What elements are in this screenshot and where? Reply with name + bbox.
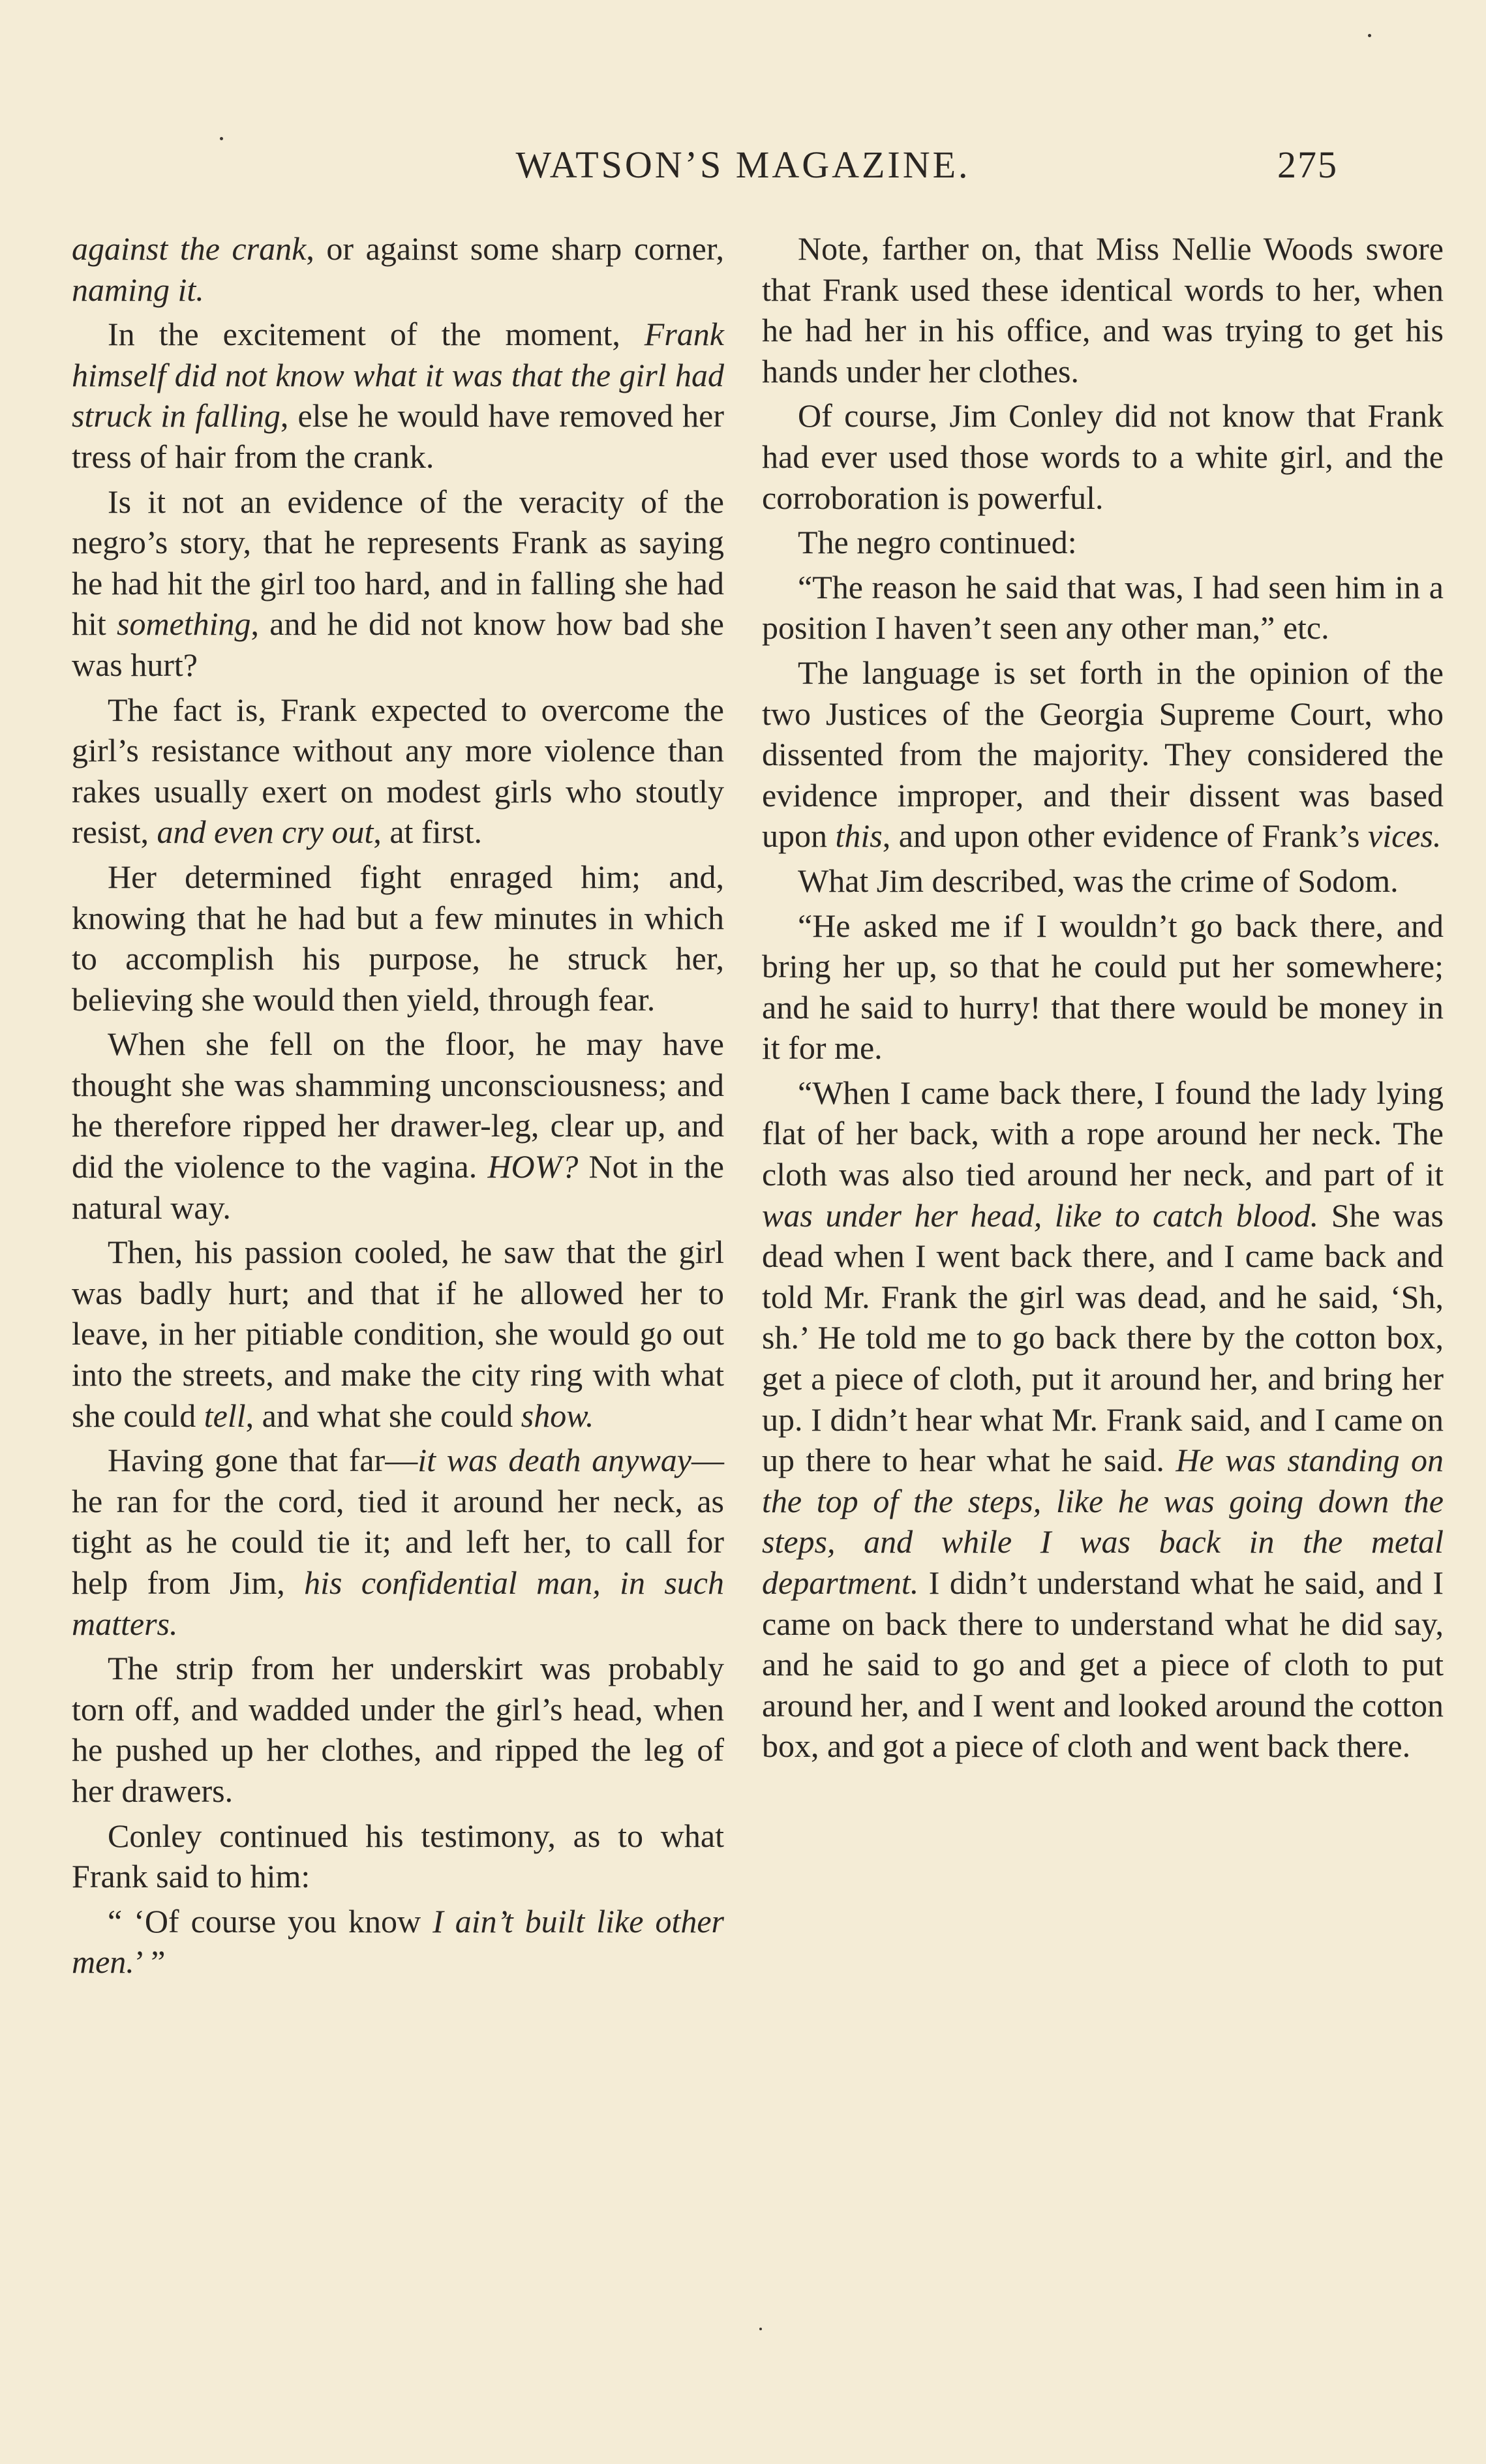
text-run: The fact is, Frank expected to overcome the girl’s resistance without any more violence than rakes usually exert on modest girls who stoutly resist,: [72, 691, 724, 851]
italic-run: tell: [204, 1397, 246, 1434]
text-run: “He asked me if I wouldn’t go back there, and bring her up, so that he could put her somewhere; and he said to hurry! that there would be money in it for me.: [762, 907, 1444, 1067]
text-run: Her determined fight enraged him; and, knowing that he had but a few minutes in which to accomplish his purpose, he struck her, believing she would then yield, through fear.: [72, 858, 724, 1018]
text-run: “The reason he said that was, I had seen him in a position I haven’t seen any other man,” etc.: [762, 568, 1444, 646]
left-column: [72, 228, 724, 1983]
print-speck: [759, 2328, 762, 2330]
paragraph: [72, 228, 724, 310]
running-head: [72, 140, 1414, 192]
paragraph: [72, 1024, 724, 1228]
italic-run: vices.: [1368, 817, 1442, 855]
paragraph: [72, 481, 724, 686]
italic-run: this: [835, 817, 883, 855]
text-run: I didn’t understand what he said, and I came on back there to understand what he did say, and he said to go and get a piece of cloth to put around her, and I went and looked around the cotton box, and got a piece of cloth and went back there.: [762, 1564, 1444, 1765]
paragraph: [72, 314, 724, 477]
paragraph: [762, 522, 1444, 563]
italic-run: it was death anyway: [417, 1442, 691, 1479]
text-run: The negro continued:: [798, 524, 1077, 561]
paragraph: [72, 1232, 724, 1436]
text-run: What Jim described, was the crime of Sodom.: [798, 862, 1399, 899]
text-run: Conley continued his testimony, as to what Frank said to him:: [72, 1817, 724, 1895]
text-run: She was dead when I went back there, and I came back and told Mr. Frank the girl was dead, and he said, ‘Sh, sh.’ He told me to go back there by the cotton box, get a piece of cloth, put it around her, and bring her up. I didn’t hear what Mr. Frank said, and I came on up there to hear what he said.: [762, 1196, 1444, 1479]
italic-run: HOW?: [487, 1148, 579, 1185]
italic-run: show.: [521, 1397, 594, 1434]
text-run: , and upon other evidence of Frank’s: [882, 817, 1368, 855]
text-run: ’ ”: [134, 1943, 166, 1981]
print-speck: [1368, 34, 1371, 37]
text-run: The strip from her underskirt was probably torn off, and wadded under the girl’s head, when he pushed up her clothes, and ripped the leg of her drawers.: [72, 1650, 724, 1809]
italic-run: naming it.: [72, 271, 204, 308]
page-number: 275: [1277, 144, 1338, 186]
italic-run: against the crank: [72, 230, 307, 267]
text-run: Note, farther on, that Miss Nellie Woods swore that Frank used these identical words to her, when he had her in his office, and was trying to get his hands under her clothes.: [762, 230, 1444, 389]
text-run: “ ‘Of course you know: [108, 1902, 433, 1939]
italic-run: something: [117, 605, 251, 643]
italic-run: his confidential man, in such matters.: [72, 1564, 724, 1642]
text-run: Is it not an evidence of the veracity of the negro’s story, that he represents Frank as saying he had hit the girl too hard, and in falling she had hit: [72, 483, 724, 643]
magazine-title: WATSON’S MAGAZINE.: [515, 144, 971, 186]
text-run: In the excitement of the moment,: [108, 316, 644, 353]
paragraph: [72, 1440, 724, 1644]
text-run: , else he would have removed her tress of hair from the crank.: [72, 397, 724, 475]
text-run: The language is set forth in the opinion of the two Justices of the Georgia Supreme Court, who dissented from the majority. They considered the evidence improper, and their dissent was based upon: [762, 654, 1444, 855]
paragraph: [762, 395, 1444, 518]
paragraph: [72, 1816, 724, 1897]
text-run: , and he did not know how bad she was hurt?: [72, 605, 724, 683]
paragraph: [72, 857, 724, 1020]
text-run: Not in the natural way.: [72, 1148, 724, 1226]
paragraph: [762, 1072, 1444, 1767]
italic-run: He was standing on the top of the steps, like he was going down the steps, and while I was back in the metal department.: [762, 1442, 1444, 1601]
paragraph: [762, 652, 1444, 857]
text-run: Of course, Jim Conley did not know that Frank had ever used those words to a white girl, and the corroboration is powerful.: [762, 397, 1444, 516]
paragraph: [762, 567, 1444, 648]
paragraph: [762, 228, 1444, 391]
text-run: Then, his passion cooled, he saw that the girl was badly hurt; and that if he allowed her to leave, in her pitiable condition, she would go out into the streets, and make the city ring with what she could: [72, 1234, 724, 1434]
italic-run: Frank himself did not know what it was that the girl had struck in falling: [72, 316, 724, 434]
paragraph: [762, 905, 1444, 1069]
paragraph: [762, 860, 1444, 902]
text-run: Having gone that far—: [108, 1442, 418, 1479]
text-run: , at first.: [373, 814, 482, 851]
italic-run: was under her head, like to catch blood.: [762, 1196, 1319, 1234]
italic-run: and even cry out: [157, 814, 374, 851]
text-run: —he ran for the cord, tied it around her neck, as tight as he could tie it; and left her, to call for help from Jim,: [72, 1442, 724, 1601]
italic-run: I ain’t built like other men.: [72, 1902, 724, 1981]
text-run: , or against some sharp corner,: [306, 230, 724, 267]
text-run: , and what she could: [245, 1397, 521, 1434]
paragraph: [72, 690, 724, 853]
text-run: “When I came back there, I found the lady lying flat of her back, with a rope around her neck. The cloth was also tied around her neck, and part of it: [762, 1074, 1444, 1193]
text-run: When she fell on the floor, he may have thought she was shamming unconsciousness; and he therefore ripped her drawer-leg, clear up, and did the violence to the vagina.: [72, 1026, 724, 1185]
paragraph: [72, 1648, 724, 1811]
right-column: [762, 228, 1444, 1767]
paragraph: [72, 1901, 724, 1983]
